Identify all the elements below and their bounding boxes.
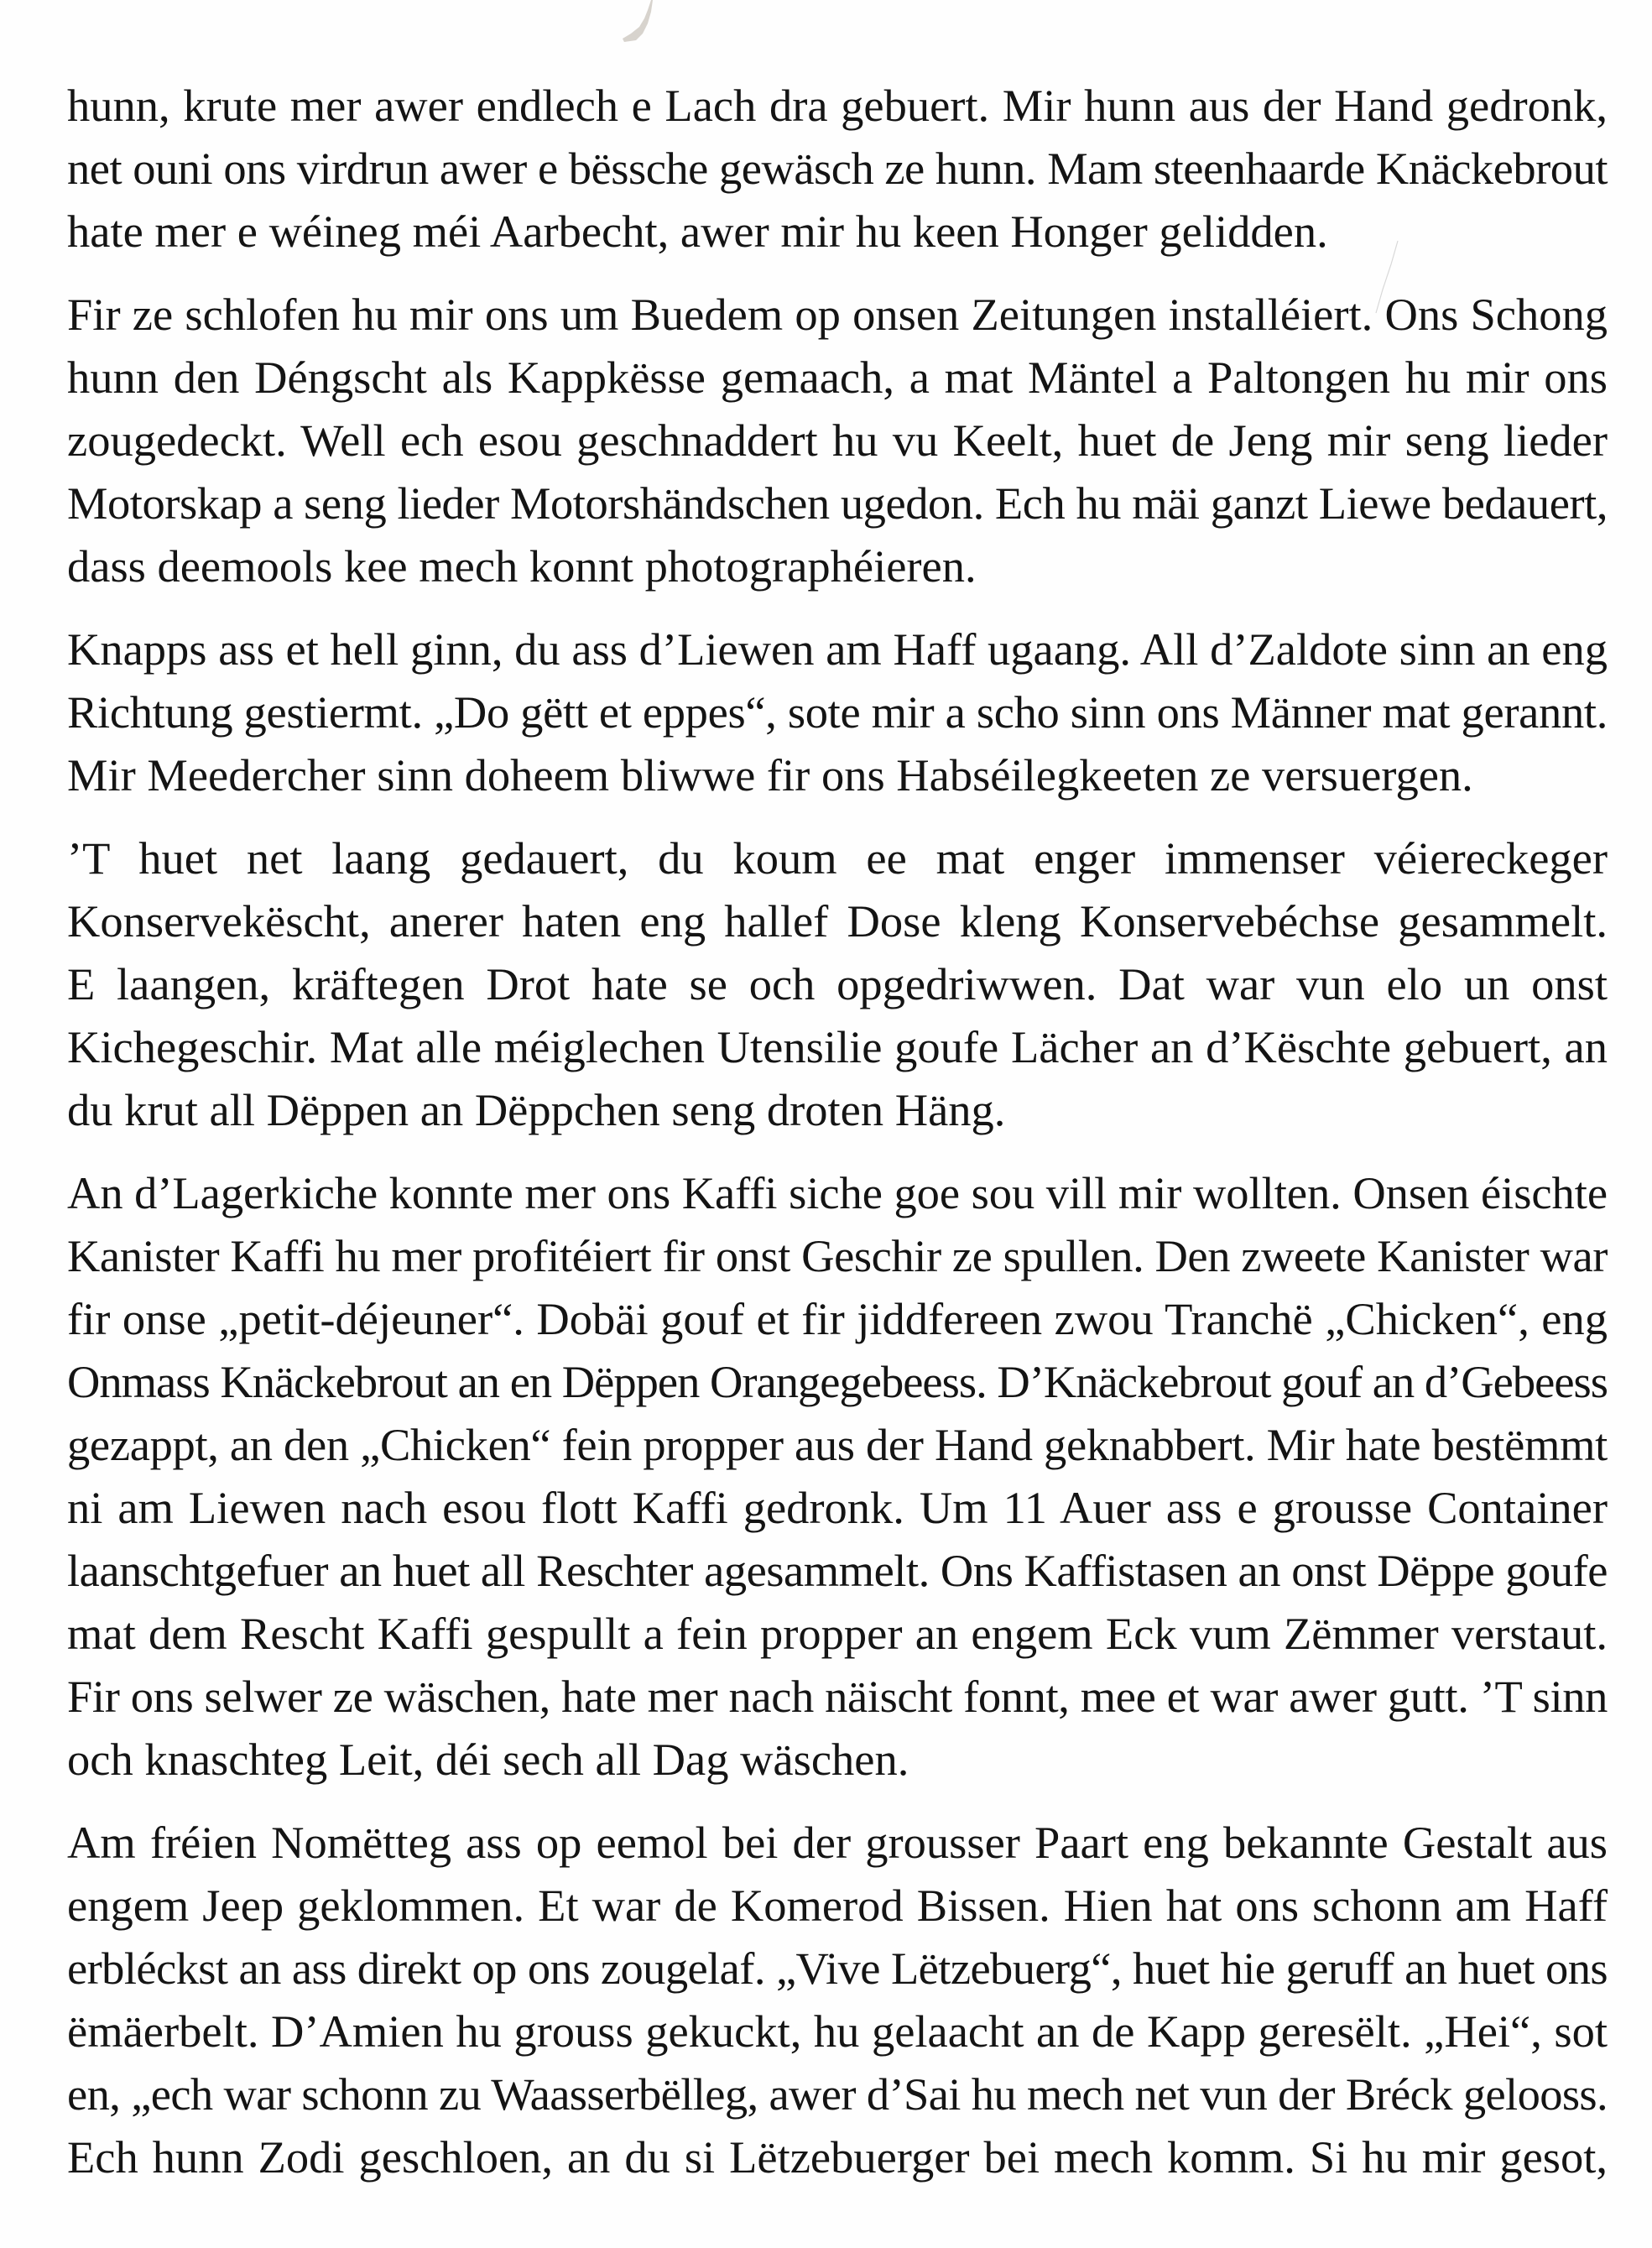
text-line: E laangen, kräftegen Drot hate se och opgedriwwen. Dat war vun elo un onst [67, 958, 1608, 1009]
text-line: Fir ons selwer ze wäschen, hate mer nach näischt fonnt, mee et war awer gutt. ’T sinn [67, 1671, 1608, 1722]
paragraph-6 [67, 1811, 1608, 2188]
text-line: Kanister Kaffi hu mer profitéiert fir onst Geschir ze spullen. Den zweete Kanister war [67, 1230, 1608, 1281]
text-line: Konservekëscht, anerer haten eng hallef Dose kleng Konservebéchse gesammelt. [67, 895, 1608, 947]
text-line: Mir Meedercher sinn doheem bliwwe fir ons Habséilegkeeten ze versuergen. [67, 749, 1473, 801]
text-line: net ouni ons virdrun awer e bëssche gewäsch ze hunn. Mam steenhaarde Knäckebrout [67, 143, 1608, 194]
text-line: fir onse „petit-déjeuner“. Dobäi gouf et fir jiddfereen zwou Tranchë „Chicken“, eng [67, 1293, 1608, 1344]
text-line: hate mer e wéineg méi Aarbecht, awer mir hu keen Honger gelidden. [67, 206, 1328, 257]
text-line: dass deemools kee mech konnt photographéieren. [67, 540, 977, 592]
text-line: erbléckst an ass direkt op ons zougelaf. „Vive Lëtzebuerg“, huet hie geruff an huet ons [67, 1943, 1608, 1994]
text-line: Richtung gestiermt. „Do gëtt et eppes“, sote mir a scho sinn ons Männer mat gerannt. [67, 686, 1608, 738]
text-line: du krut all Dëppen an Dëppchen seng droten Häng. [67, 1084, 1006, 1135]
text-line: Knapps ass et hell ginn, du ass d’Liewen am Haff ugaang. All d’Zaldote sinn an eng [67, 623, 1608, 675]
text-line: mat dem Rescht Kaffi gespullt a fein propper an engem Eck vum Zëmmer verstaut. [67, 1608, 1608, 1659]
text-line: Am fréien Nomëtteg ass op eemol bei der grousser Paart eng bekannte Gestalt aus [67, 1817, 1608, 1868]
text-line: ni am Liewen nach esou flott Kaffi gedronk. Um 11 Auer ass e grousse Container [67, 1482, 1608, 1533]
text-line: Motorskap a seng lieder Motorshändschen ugedon. Ech hu mäi ganzt Liewe bedauert, [67, 477, 1608, 529]
text-line: gezappt, an den „Chicken“ fein propper aus der Hand geknabbert. Mir hate bestëmmt [67, 1419, 1608, 1470]
text-line: An d’Lagerkiche konnte mer ons Kaffi siche goe sou vill mir wollten. Onsen éischte [67, 1167, 1608, 1218]
text-line: hunn den Déngscht als Kappkësse gemaach, a mat Mäntel a Paltongen hu mir ons [67, 352, 1608, 403]
text-line: en, „ech war schonn zu Waasserbëlleg, awer d’Sai hu mech net vun der Bréck gelooss. [67, 2068, 1608, 2120]
text-line: ’T huet net laang gedauert, du koum ee mat enger immenser véiereckeger [67, 832, 1608, 884]
paragraph-4 [67, 827, 1608, 1141]
text-line: ëmäerbelt. D’Amien hu grouss gekuckt, hu gelaacht an de Kapp geresëlt. „Hei“, sot [67, 2005, 1608, 2057]
text-line: engem Jeep geklommen. Et war de Komerod Bissen. Hien hat ons schonn am Haff [67, 1880, 1608, 1931]
body-text [67, 74, 1608, 2188]
text-line: Kichegeschir. Mat alle méiglechen Utensilie goufe Lächer an d’Këschte gebuert, an [67, 1021, 1608, 1072]
paragraph-3 [67, 618, 1608, 806]
text-line: laanschtgefuer an huet all Reschter agesammelt. Ons Kaffistasen an onst Dëppe goufe [67, 1545, 1608, 1596]
text-line: Onmass Knäckebrout an en Dëppen Orangegebeess. D’Knäckebrout gouf an d’Gebeess [67, 1356, 1608, 1407]
paragraph-2 [67, 283, 1608, 597]
text-line: Fir ze schlofen hu mir ons um Buedem op onsen Zeitungen installéiert. Ons Schong [67, 289, 1608, 340]
scan-smudge-mark [611, 0, 670, 46]
text-line: Ech hunn Zodi geschloen, an du si Lëtzebuerger bei mech komm. Si hu mir gesot, [67, 2131, 1608, 2183]
paragraph-1 [67, 74, 1608, 263]
text-line: zougedeckt. Well ech esou geschnaddert hu vu Keelt, huet de Jeng mir seng lieder [67, 415, 1608, 466]
paragraph-5 [67, 1161, 1608, 1791]
text-line: hunn, krute mer awer endlech e Lach dra gebuert. Mir hunn aus der Hand gedronk, [67, 80, 1608, 131]
text-line: och knaschteg Leit, déi sech all Dag wäschen. [67, 1734, 909, 1785]
